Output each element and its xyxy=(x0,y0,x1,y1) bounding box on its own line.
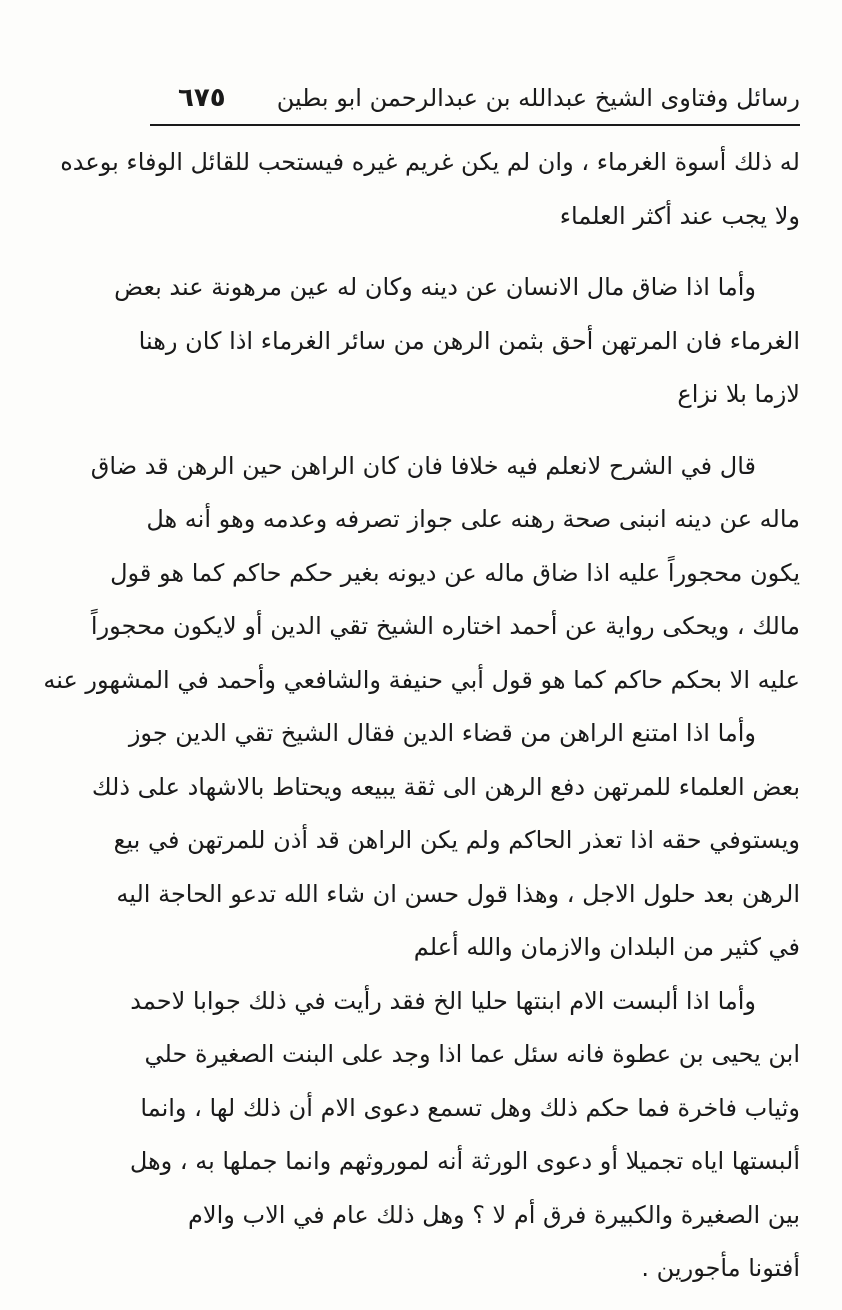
header-rule xyxy=(150,124,800,126)
text-line: الغرماء فان المرتهن أحق بثمن الرهن من سائر الغرماء اذا كان رهنا xyxy=(138,326,800,355)
text-line: وثياب فاخرة فما حكم ذلك وهل تسمع دعوى الام أن ذلك لها ، وانما xyxy=(140,1093,800,1122)
text-line: بين الصغيرة والكبيرة فرق أم لا ؟ وهل ذلك عام في الاب والام xyxy=(188,1200,800,1229)
paragraph xyxy=(91,707,800,975)
paragraph xyxy=(129,975,800,1296)
page-number: ٦٧٥ xyxy=(178,83,226,113)
text-line: يكون محجوراً عليه اذا ضاق ماله عن ديونه بغير حكم حاكم كما هو قول xyxy=(110,558,800,587)
text-line: وأما اذا ضاق مال الانسان عن دينه وكان له عين مرهونة عند بعض xyxy=(114,273,756,301)
text-line: قال في الشرح لانعلم فيه خلافا فان كان الراهن حين الرهن قد ضاق xyxy=(90,451,756,480)
text-line: ابن يحيى بن عطوة فانه سئل عما اذا وجد على البنت الصغيرة حلي xyxy=(144,1040,800,1068)
paragraph xyxy=(43,440,800,708)
text-line: له ذلك أسوة الغرماء ، وان لم يكن غريم غيره فيستحب للقائل الوفاء بوعده xyxy=(60,148,800,176)
text-line: وأما اذا ألبست الام ابنتها حليا الخ فقد رأيت في ذلك جوابا لاحمد xyxy=(130,986,756,1015)
text-line: ماله عن دينه انبنى صحة رهنه على جواز تصرفه وعدمه وهو أنه هل xyxy=(146,505,800,533)
text-line: في كثير من البلدان والازمان والله أعلم xyxy=(413,933,800,961)
page-header xyxy=(150,78,800,118)
text-line: لازما بلا نزاع xyxy=(677,380,800,408)
text-line: ويستوفي حقه اذا تعذر الحاكم ولم يكن الراهن قد أذن للمرتهن في بيع xyxy=(113,826,800,854)
running-title: رسائل وفتاوى الشيخ عبدالله بن عبدالرحمن ابو بطين xyxy=(276,84,800,112)
text-line: ولا يجب عند أكثر العلماء xyxy=(559,201,800,230)
text-line: مالك ، ويحكى رواية عن أحمد اختاره الشيخ تقي الدين أو لايكون محجوراً xyxy=(90,612,800,640)
text-line: عليه الا بحكم حاكم كما هو قول أبي حنيفة والشافعي وأحمد في المشهور عنه xyxy=(43,665,800,694)
text-line: الرهن بعد حلول الاجل ، وهذا قول حسن ان شاء الله تدعو الحاجة اليه xyxy=(116,879,800,908)
text-line: وأما اذا امتنع الراهن من قضاء الدين فقال الشيخ تقي الدين جوز xyxy=(128,719,756,747)
paragraph xyxy=(114,261,800,422)
paragraph xyxy=(60,136,800,243)
text-line: أفتونا مأجورين . xyxy=(641,1254,800,1282)
text-line: بعض العلماء للمرتهن دفع الرهن الى ثقة يبيعه ويحتاط بالاشهاد على ذلك xyxy=(91,772,800,801)
body-text xyxy=(43,136,800,1296)
text-line: ألبستها اياه تجميلا أو دعوى الورثة أنه لموروثهم وانما جملها به ، وهل xyxy=(129,1147,800,1175)
